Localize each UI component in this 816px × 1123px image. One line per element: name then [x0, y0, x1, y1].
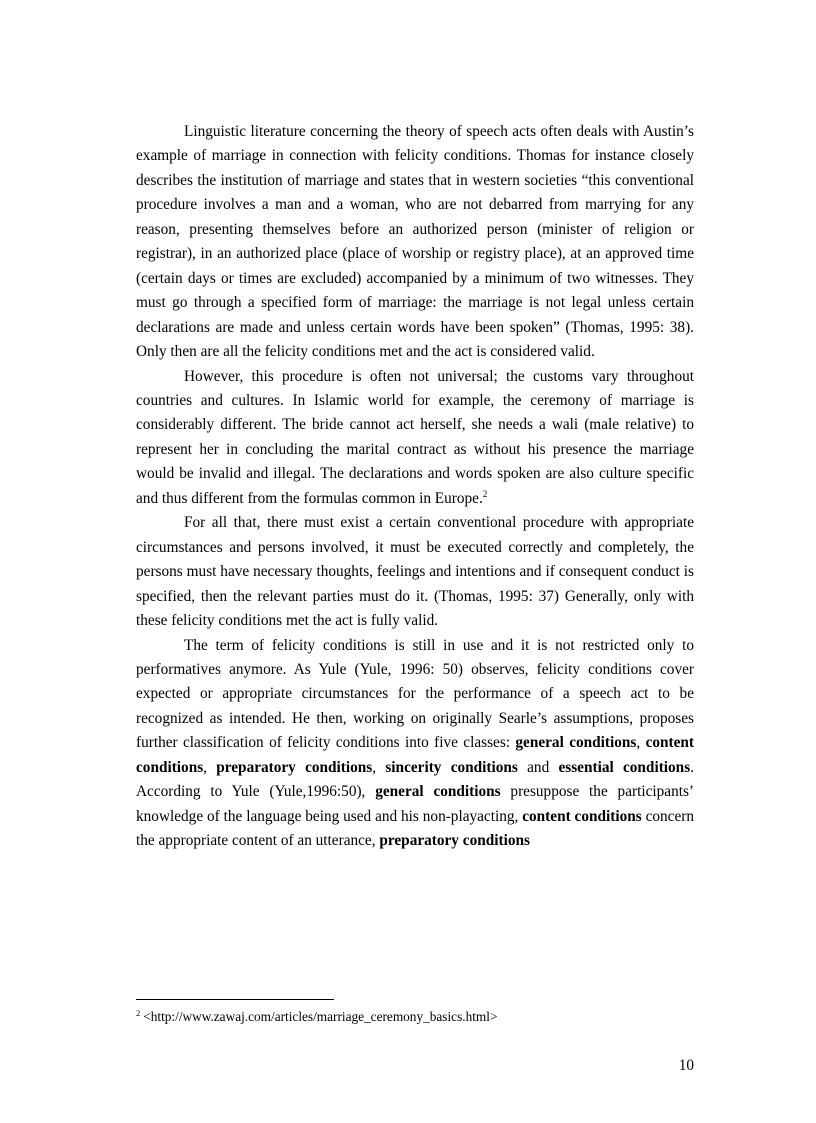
paragraph-4-text: ,	[636, 734, 646, 752]
paragraph-4	[136, 634, 694, 854]
paragraph-2	[136, 365, 694, 512]
term-sincerity-conditions: sincerity conditions	[385, 758, 518, 776]
term-essential-conditions: essential conditions	[558, 758, 691, 776]
paragraph-4-text: ,	[203, 758, 217, 776]
term-preparatory-conditions: preparatory conditions	[216, 758, 373, 776]
term-content-conditions: content conditions	[136, 734, 694, 776]
paragraph-2-text: However, this procedure is often not universal; the customs vary throughout countries and cultures. In Islamic world for example, the ceremony of marriage is considerably different. The bride cannot act herself, she needs a wali (male relative) to represent her in concluding the marital contract as without his presence the marriage would be invalid and illegal. The declarations and words spoken are also culture specific and thus different from the formulas common in Europe.	[136, 367, 694, 507]
paragraph-4-text: ,	[372, 758, 386, 776]
footnote-url[interactable]: <http://www.zawaj.com/articles/marriage_ceremony_basics.html>	[143, 1009, 498, 1024]
term-general-conditions: general conditions	[515, 734, 637, 752]
body-text	[136, 120, 694, 854]
term-content-conditions: content conditions	[522, 807, 642, 825]
paragraph-3: For all that, there must exist a certain conventional procedure with appropriate circumstances and persons involved, it must be executed correctly and completely, the persons must have necessary thoughts, feelings and intentions and if consequent conduct is specified, then the relevant parties must do it. (Thomas, 1995: 37) Generally, only with these felicity conditions met the act is fully valid.	[136, 514, 694, 630]
footnote-separator	[136, 999, 334, 1000]
paragraph-1: Linguistic literature concerning the theory of speech acts often deals with Austin’s example of marriage in connection with felicity conditions. Thomas for instance closely describes the institution of marriage and states that in western societies “this conventional procedure involves a man and a woman, who are not debarred from marrying for any reason, presenting themselves before an authorized person (minister of religion or registrar), in an authorized place (place of worship or registry place), at an approved time (certain days or times are excluded) accompanied by a minimum of two witnesses. They must go through a specified form of marriage: the marriage is not legal unless certain declarations are made and unless certain words have been spoken” (Thomas, 1995: 38). Only then are all the felicity conditions met and the act is considered valid.	[136, 123, 694, 361]
paragraph-4-text: . According to Yule (Yule,1996:50),	[136, 758, 694, 801]
paragraph-4-text: presuppose the participants’ knowledge of the language being used and his non-playacting,	[136, 783, 695, 825]
paragraph-4-text: concern the appropriate content of an utterance,	[136, 807, 694, 850]
footnote	[136, 1008, 696, 1026]
page-number: 10	[678, 1057, 694, 1074]
paragraph-4-text: and	[517, 758, 559, 776]
footnote-reference[interactable]: 2	[482, 488, 488, 499]
term-preparatory-conditions: preparatory conditions	[379, 832, 530, 850]
paragraph-4-text: The term of felicity conditions is still in use and it is not restricted only to performatives anymore. As Yule (Yule, 1996: 50) observes, felicity conditions cover expected or appropriate circumstances for the performance of a speech act to be recognized as intended. He then, working on originally Searle’s assumptions, proposes further classification of felicity conditions into five classes:	[136, 636, 694, 752]
footnote-mark: 2	[136, 1007, 141, 1018]
term-general-conditions: general conditions	[375, 783, 501, 801]
